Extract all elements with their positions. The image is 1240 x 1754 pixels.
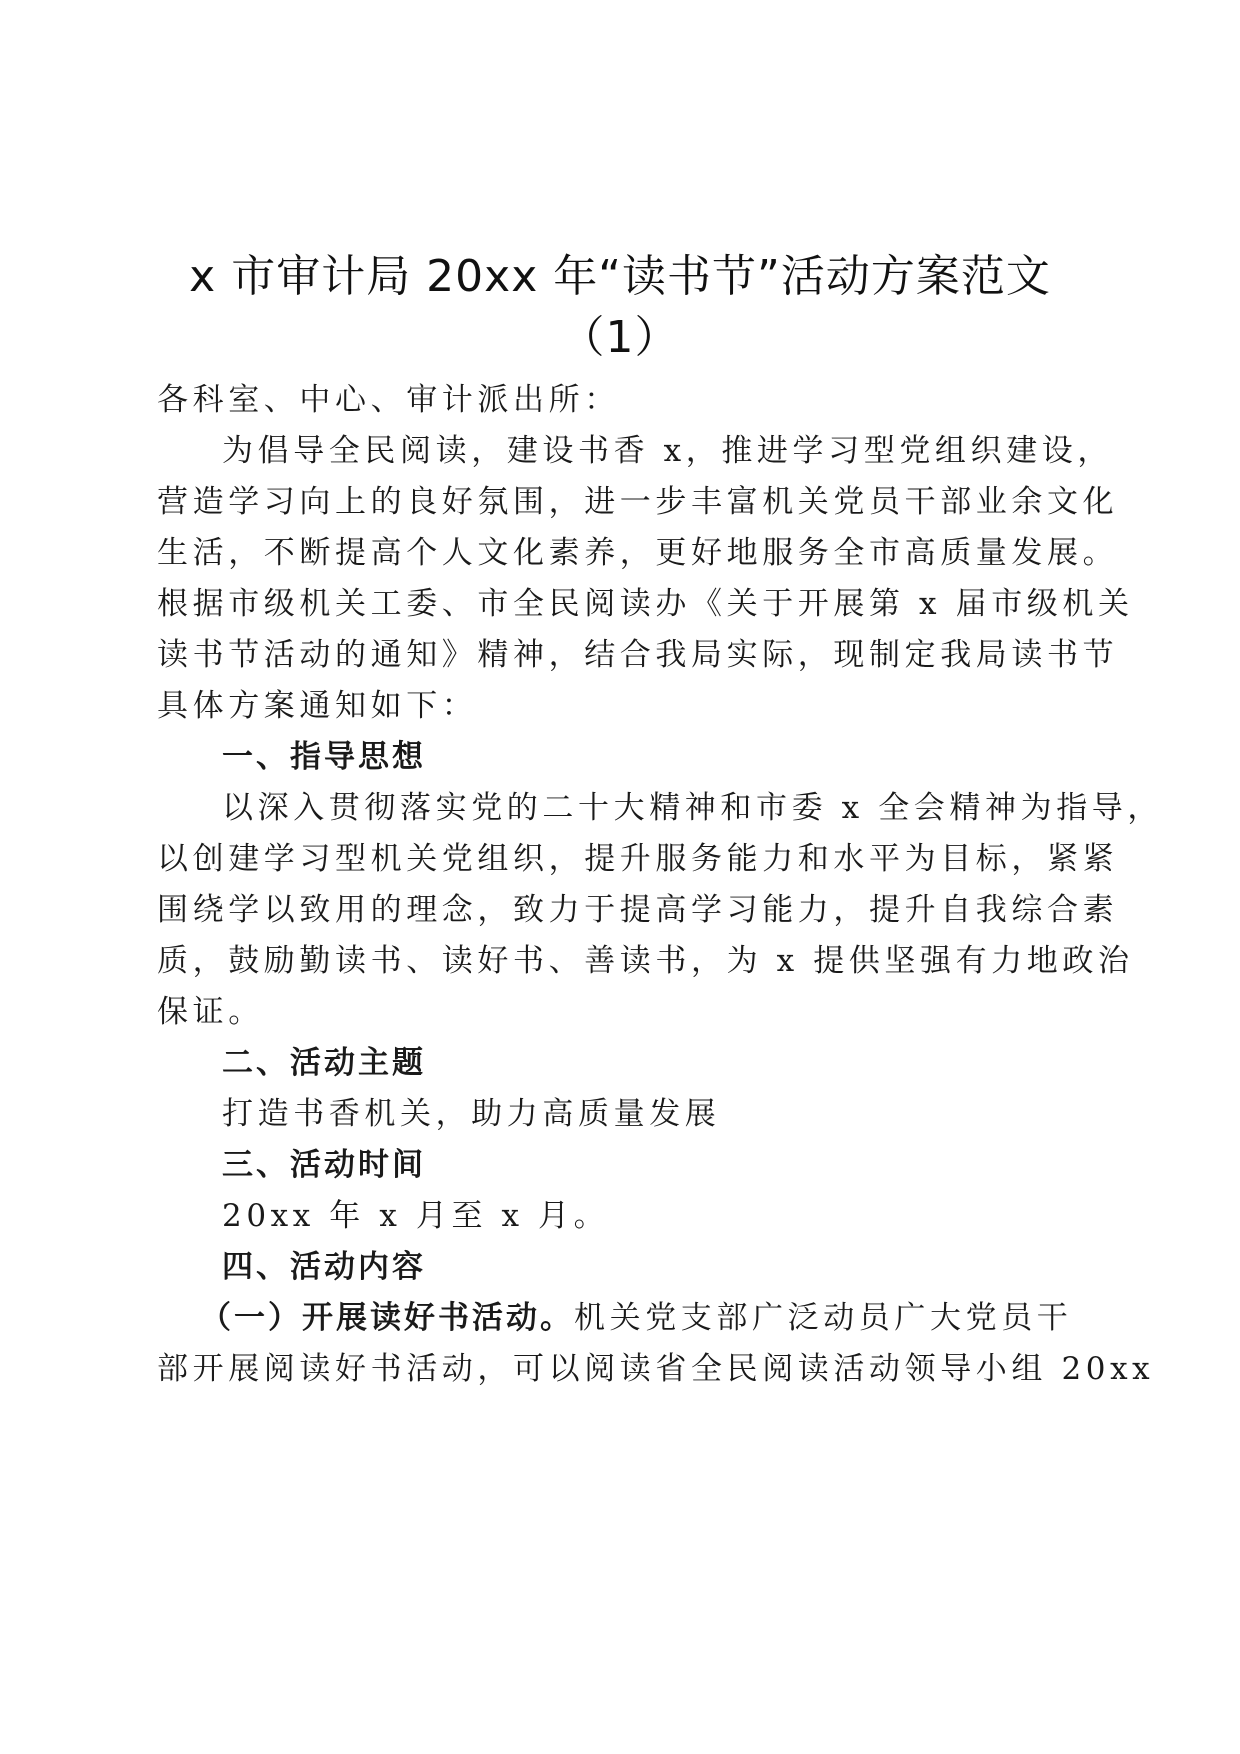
intro-line: 营造学习向上的良好氛围，进一步丰富机关党员干部业余文化 [157, 484, 1119, 520]
section3-text: 20xx 年 x 月至 x 月。 [222, 1198, 610, 1234]
intro-line: 为倡导全民阅读，建设书香 x，推进学习型党组织建设， [222, 433, 1113, 469]
section-heading-theme: 二、活动主题 [222, 1045, 426, 1081]
section1-line: 保证。 [157, 994, 264, 1030]
section1-line: 以创建学习型机关党组织，提升服务能力和水平为目标，紧紧 [157, 841, 1119, 877]
section2-text: 打造书香机关，助力高质量发展 [222, 1096, 721, 1132]
section4-item1-text: 机关党支部广泛动员广大党员干 [574, 1300, 1073, 1336]
intro-line: 生活，不断提高个人文化素养，更好地服务全市高质量发展。 [157, 535, 1119, 571]
section4-item1-title: （一）开展读好书活动。 [200, 1300, 574, 1336]
section-heading-guiding-ideology: 一、指导思想 [222, 739, 426, 775]
document-title: x 市审计局 20xx 年“读书节”活动方案范文 [189, 251, 1051, 302]
section1-line: 以深入贯彻落实党的二十大精神和市委 x 全会精神为指导， [222, 790, 1163, 826]
section4-item1-line2: 部开展阅读好书活动，可以阅读省全民阅读活动领导小组 20xx [157, 1351, 1155, 1387]
section1-line: 围绕学以致用的理念，致力于提高学习能力，提升自我综合素 [157, 892, 1119, 928]
salutation: 各科室、中心、审计派出所： [157, 382, 620, 418]
intro-line: 根据市级机关工委、市全民阅读办《关于开展第 x 届市级机关 [157, 586, 1134, 622]
document-title-number: （1） [560, 312, 680, 363]
section1-line: 质，鼓励勤读书、读好书、善读书，为 x 提供坚强有力地政治 [157, 943, 1134, 979]
section-heading-time: 三、活动时间 [222, 1147, 426, 1183]
intro-line: 读书节活动的通知》精神，结合我局实际，现制定我局读书节 [157, 637, 1119, 673]
section-heading-content: 四、活动内容 [222, 1249, 426, 1285]
intro-line: 具体方案通知如下： [157, 688, 478, 724]
section4-item1 [200, 1298, 1110, 1338]
